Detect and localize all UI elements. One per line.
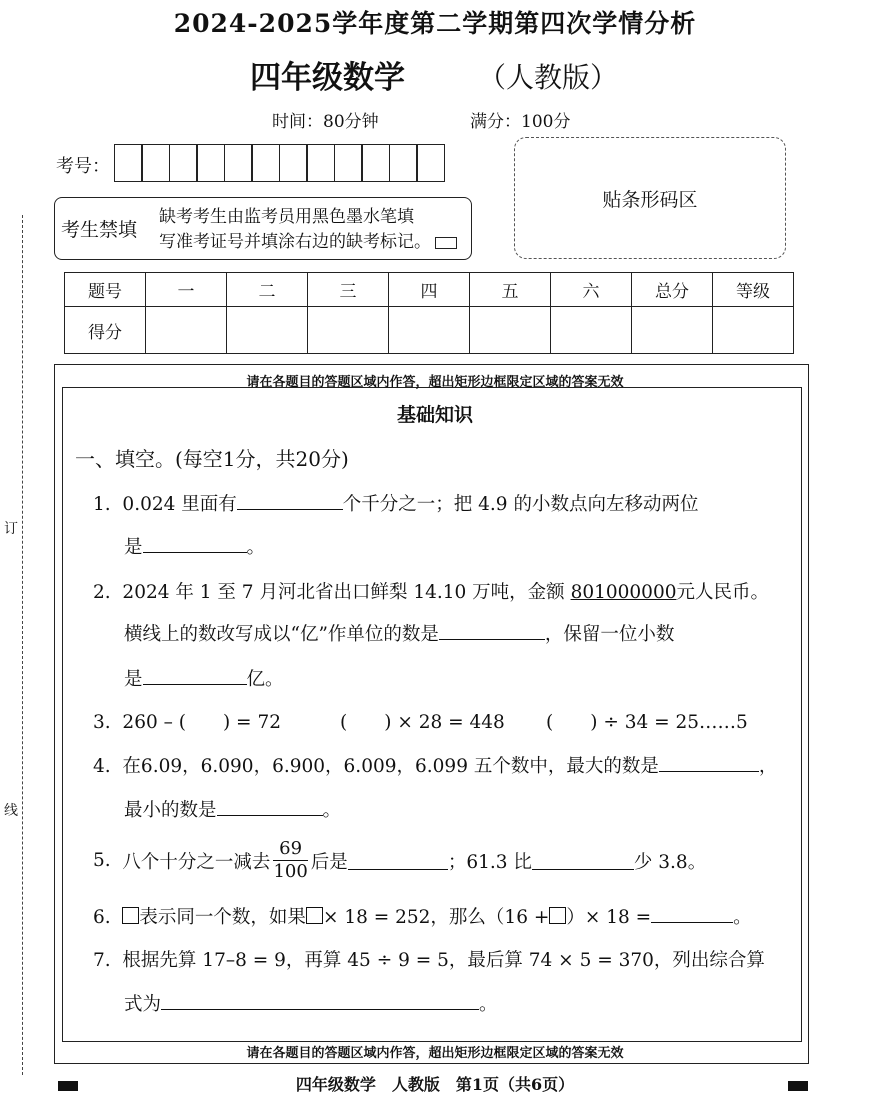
exam-number-boxes[interactable]	[115, 144, 445, 182]
answer-blank[interactable]	[143, 666, 247, 685]
question-text: 元人民币。	[676, 582, 770, 603]
answer-blank[interactable]	[217, 797, 323, 816]
score-row-label: 得分	[65, 307, 146, 354]
question-text: 亿。	[246, 669, 284, 690]
question-text: ）× 18 =	[566, 907, 652, 928]
question-text: ，	[758, 756, 778, 777]
margin-char-xian: 线	[4, 803, 18, 819]
question-number: 1.	[93, 494, 111, 515]
answer-blank[interactable]	[161, 991, 479, 1010]
exam-number-label: 考号：	[56, 156, 110, 177]
square-placeholder-icon	[122, 907, 139, 924]
exam-number-digit-box[interactable]	[196, 144, 225, 182]
question-text: ，保留一位小数	[544, 624, 675, 645]
absent-notice-line2: 写准考证号并填涂右边的缺考标记。	[159, 232, 431, 252]
barcode-area-label: 贴条形码区	[602, 188, 698, 211]
answer-blank[interactable]	[439, 621, 545, 640]
score-header-cell: 五	[470, 273, 551, 307]
question-text: 横线上的数改写成以“亿”作单位的数是	[124, 624, 439, 645]
subject-title: 四年级数学	[250, 60, 405, 96]
fraction	[273, 838, 307, 883]
full-score: 满分：100分	[470, 112, 571, 132]
binding-line	[22, 215, 23, 1075]
exam-number-digit-box[interactable]	[334, 144, 363, 182]
exam-number-digit-box[interactable]	[251, 144, 280, 182]
score-table-header-row	[65, 273, 794, 307]
answer-blank[interactable]	[348, 851, 448, 870]
question-2-cont2	[124, 665, 284, 691]
question-text: 2024 年 1 至 7 月河北省出口鲜梨 14.10 万吨，金额	[122, 582, 571, 603]
margin-char-ding: 订	[4, 521, 18, 537]
score-header-cell: 四	[389, 273, 470, 307]
score-header-cell: 总分	[632, 273, 713, 307]
question-text: 少 3.8。	[633, 851, 707, 873]
question-3	[93, 708, 281, 734]
question-text: × 18 = 252，那么（16 +	[322, 907, 550, 928]
absent-notice-text	[159, 205, 457, 255]
fraction-numerator: 69	[273, 838, 307, 861]
question-text: 是	[124, 669, 143, 690]
exam-number-digit-box[interactable]	[141, 144, 170, 182]
underlined-amount: 801000000	[570, 582, 677, 603]
question-text: 式为	[124, 994, 162, 1015]
exam-number-digit-box[interactable]	[114, 144, 143, 182]
score-cell[interactable]	[146, 307, 227, 354]
score-cell[interactable]	[308, 307, 389, 354]
exam-number-digit-box[interactable]	[306, 144, 335, 182]
absent-mark-box[interactable]	[435, 237, 457, 249]
question-7-cont	[124, 990, 498, 1016]
absent-notice-box	[54, 197, 472, 260]
question-text: 最小的数是	[124, 800, 217, 821]
score-cell[interactable]	[551, 307, 632, 354]
answer-blank[interactable]	[143, 534, 247, 553]
question-1	[93, 490, 698, 516]
question-text: 个千分之一；把 4.9 的小数点向左移动两位	[342, 494, 699, 515]
question-number: 2.	[93, 582, 111, 603]
question-text: 0.024 里面有	[122, 494, 237, 515]
question-text: 是	[124, 537, 143, 558]
answer-blank[interactable]	[532, 851, 634, 870]
exam-number-digit-box[interactable]	[416, 144, 445, 182]
fraction-denominator: 100	[273, 861, 308, 882]
question-1-cont	[124, 533, 265, 559]
score-header-cell: 等级	[713, 273, 794, 307]
question-text: 表示同一个数，如果	[139, 907, 306, 928]
question-text: 。	[322, 800, 342, 821]
question-number: 4.	[93, 756, 111, 777]
score-header-cell: 二	[227, 273, 308, 307]
exam-number-digit-box[interactable]	[361, 144, 390, 182]
question-text: 根据先算 17–8 = 9，再算 45 ÷ 9 = 5，最后算 74 × 5 = 370，列出综合算	[122, 950, 765, 971]
question-text: 八个十分之一减去	[122, 851, 271, 873]
score-cell[interactable]	[389, 307, 470, 354]
answer-blank[interactable]	[651, 904, 733, 923]
answer-blank[interactable]	[237, 491, 343, 510]
score-cell[interactable]	[713, 307, 794, 354]
question-3-part-2[interactable]: ( ) × 28 = 448	[340, 712, 505, 733]
score-cell[interactable]	[227, 307, 308, 354]
question-4-cont	[124, 796, 341, 822]
question-2-cont	[124, 620, 674, 646]
question-number: 3.	[93, 712, 111, 733]
question-4	[93, 752, 777, 778]
answer-notice-top: 请在各题目的答题区域内作答，超出矩形边框限定区域的答案无效	[246, 375, 624, 390]
question-text: 后是	[310, 851, 348, 873]
barcode-area	[514, 137, 786, 259]
edition-label: （人教版）	[478, 61, 619, 94]
exam-time: 时间：80分钟	[272, 112, 379, 132]
question-number: 5.	[93, 850, 111, 871]
score-table-score-row	[65, 307, 794, 354]
part-title: 一、填空。(每空1分，共20分)	[75, 447, 349, 471]
exam-number-digit-box[interactable]	[224, 144, 253, 182]
answer-notice-bottom: 请在各题目的答题区域内作答，超出矩形边框限定区域的答案无效	[246, 1046, 624, 1061]
square-placeholder-icon	[549, 907, 566, 924]
question-text: 。	[479, 994, 498, 1015]
score-header-cell: 一	[146, 273, 227, 307]
score-header-cell: 题号	[65, 273, 146, 307]
question-7	[93, 946, 765, 972]
score-cell[interactable]	[632, 307, 713, 354]
exam-number-digit-box[interactable]	[279, 144, 308, 182]
score-table	[64, 272, 794, 354]
question-2	[93, 578, 769, 604]
square-placeholder-icon	[306, 907, 323, 924]
absent-notice-label: 考生禁填	[61, 219, 138, 241]
question-3-part-3[interactable]: ( ) ÷ 34 = 25……5	[546, 712, 748, 733]
question-number: 7.	[93, 950, 111, 971]
question-5	[93, 838, 706, 883]
question-number: 6.	[93, 907, 111, 928]
answer-blank[interactable]	[659, 753, 759, 772]
question-part[interactable]: 260 – ( ) = 72	[122, 712, 281, 733]
score-header-cell: 三	[308, 273, 389, 307]
page-footer: 四年级数学 人教版 第1页（共6页）	[295, 1075, 575, 1094]
question-text: 。	[733, 907, 752, 928]
exam-number-digit-box[interactable]	[169, 144, 198, 182]
exam-title: 2024-2025学年度第二学期第四次学情分析	[173, 9, 697, 38]
question-text: 。	[246, 537, 266, 558]
score-cell[interactable]	[470, 307, 551, 354]
absent-notice-line1: 缺考考生由监考员用黑色墨水笔填	[159, 207, 414, 227]
question-text: ；61.3 比	[447, 851, 532, 873]
section-title: 基础知识	[396, 404, 473, 426]
question-6	[93, 903, 752, 929]
absent-notice-line2-wrap	[159, 230, 457, 255]
score-header-cell: 六	[551, 273, 632, 307]
exam-number-digit-box[interactable]	[389, 144, 418, 182]
question-text: 在6.09，6.090，6.900，6.009，6.099 五个数中，最大的数是	[122, 756, 659, 777]
